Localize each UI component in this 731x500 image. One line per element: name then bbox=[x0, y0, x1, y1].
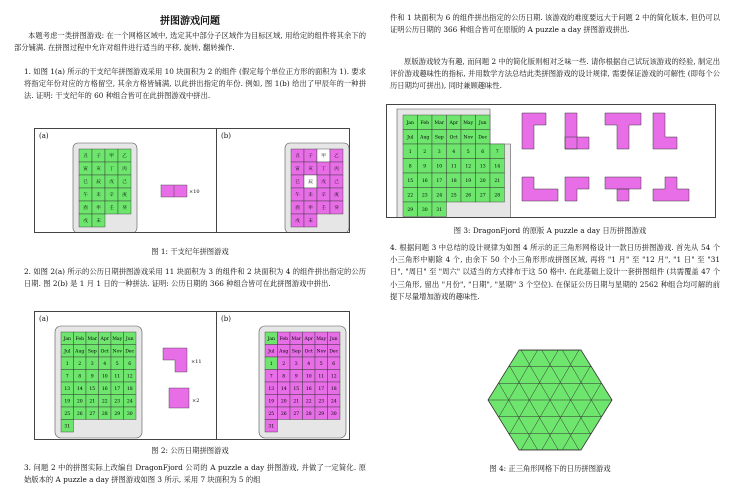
month-label: Apr bbox=[449, 120, 458, 126]
cell-label: 22 bbox=[305, 399, 312, 405]
month-label: Dec bbox=[478, 135, 488, 141]
grid-line-diagonal bbox=[450, 340, 463, 460]
day-label: 5 bbox=[466, 149, 470, 155]
cell-label: 28 bbox=[101, 411, 108, 417]
pentomino-piece bbox=[605, 113, 641, 149]
day-label: 2 bbox=[423, 149, 427, 155]
cell-label: 1 bbox=[269, 361, 273, 367]
grid-line-diagonal bbox=[450, 340, 463, 460]
month-label: Oct bbox=[449, 135, 458, 141]
fig4-hexagon-board bbox=[450, 340, 650, 460]
cell-label: 癸 bbox=[122, 206, 127, 212]
cell-label: 子 bbox=[308, 154, 313, 160]
cell-label: 30 bbox=[126, 411, 133, 417]
cell-label: 13 bbox=[268, 386, 275, 392]
fig3-caption: 图 3: DragonFjord 的原版 A puzzle a day 日历拼图游戏 bbox=[453, 226, 647, 235]
pentomino-piece bbox=[605, 177, 641, 201]
day-label: 15 bbox=[407, 178, 414, 184]
cell-label: 28 bbox=[305, 411, 312, 417]
cell-label: 酉 bbox=[83, 206, 88, 212]
cell-label: 17 bbox=[114, 386, 121, 392]
day-label: 27 bbox=[479, 193, 486, 199]
day-label: 29 bbox=[407, 207, 414, 213]
grid-line-diagonal bbox=[450, 340, 484, 460]
day-label: 21 bbox=[494, 178, 501, 184]
cell-label: 庚 bbox=[334, 193, 339, 199]
day-label: 4 bbox=[452, 149, 456, 155]
domino-multiplier: ×10 bbox=[189, 189, 200, 195]
l-tromino-piece bbox=[163, 348, 187, 372]
figure-1 bbox=[34, 128, 350, 233]
day-label: 10 bbox=[436, 164, 443, 170]
cell-label: 3 bbox=[294, 361, 298, 367]
cell-label: 己 bbox=[334, 180, 339, 186]
cell-label: 17 bbox=[318, 386, 325, 392]
day-label: 23 bbox=[421, 193, 428, 199]
cell-label: 丙 bbox=[122, 167, 127, 173]
fig1-label-a: (a) bbox=[39, 132, 49, 140]
cell-label: 16 bbox=[101, 386, 108, 392]
cell-label: Aug bbox=[75, 349, 85, 355]
day-label: 13 bbox=[479, 164, 486, 170]
cell-label: 辛 bbox=[321, 193, 326, 199]
cell-label: Feb bbox=[279, 336, 289, 342]
cell-label: 申 bbox=[96, 206, 101, 212]
cell-label: Jul bbox=[64, 349, 71, 355]
day-label: 31 bbox=[436, 207, 443, 213]
cell-label: 辛 bbox=[109, 193, 114, 199]
cell-label: 14 bbox=[76, 386, 83, 392]
cell-label: 12 bbox=[330, 374, 337, 380]
cell-label: 9 bbox=[294, 374, 298, 380]
cell-label: Jul bbox=[268, 349, 275, 355]
cell-label: 19 bbox=[64, 399, 71, 405]
cell-label: 20 bbox=[76, 399, 83, 405]
cell-label: Oct bbox=[304, 349, 313, 355]
intro-paragraph: 本题考虑一类拼图游戏: 在一个网格区域中, 选定其中部分子区域作为目标区域, 用给定的组件将其余下的部分铺满. 在拼图过程中允许对组件进行适当的平移, 旋转, 翻转操作. bbox=[14, 31, 366, 53]
fig2-label-a: (a) bbox=[39, 315, 49, 323]
square-tetromino-piece bbox=[169, 388, 189, 408]
fig2-caption: 图 2: 公历日期拼图游戏 bbox=[151, 446, 229, 455]
day-label: 16 bbox=[421, 178, 428, 184]
cell-label: 23 bbox=[318, 399, 325, 405]
day-label: 11 bbox=[450, 164, 457, 170]
pentomino-piece bbox=[565, 177, 589, 201]
cell-label: Nov bbox=[112, 349, 122, 355]
cell-label: 丑 bbox=[83, 154, 88, 160]
cell-label: 27 bbox=[293, 411, 300, 417]
cell-label: 癸 bbox=[334, 206, 339, 212]
cell-label: 丁 bbox=[321, 167, 326, 173]
day-label: 25 bbox=[450, 193, 457, 199]
day-label: 9 bbox=[423, 164, 427, 170]
cell-label: 14 bbox=[280, 386, 287, 392]
month-label: May bbox=[463, 120, 474, 126]
cell-label: 申 bbox=[308, 206, 313, 212]
cell-label: 末 bbox=[308, 219, 313, 225]
cell-label: 甲 bbox=[321, 154, 326, 160]
fig2b-board bbox=[217, 312, 349, 439]
cell-label: 6 bbox=[332, 361, 336, 367]
fig3-board bbox=[387, 105, 715, 217]
cell-label: Nov bbox=[316, 349, 326, 355]
cell-label: 未 bbox=[308, 193, 313, 199]
cell-label: 29 bbox=[114, 411, 121, 417]
month-label: Feb bbox=[420, 120, 430, 126]
month-label: Jul bbox=[407, 135, 414, 141]
cell-label: 戌 bbox=[295, 219, 300, 225]
cell-label: 巳 bbox=[83, 180, 88, 186]
day-label: 12 bbox=[465, 164, 472, 170]
question-3-paragraph-2: 原版游戏较为有趣, 而问题 2 中的简化版则相对乏味一些. 请你根据自己试玩该游戏的经验, 制定出评价游戏趣味性的指标, 并用数学方法总结此类拼图游戏的设计规律, 需要保证游戏的可解性 (即每个公历日期均可拼出), 同时兼顾趣味性. bbox=[390, 57, 720, 91]
cell-label: 甲 bbox=[109, 154, 114, 160]
cell-label: Apr bbox=[100, 336, 109, 342]
day-label: 7 bbox=[495, 149, 499, 155]
cell-label: 丑 bbox=[295, 154, 300, 160]
cell-label: 2 bbox=[282, 361, 286, 367]
cell-label: Sep bbox=[87, 349, 97, 355]
cell-label: 丙 bbox=[334, 167, 339, 173]
month-label: Nov bbox=[463, 135, 473, 141]
fig1a-board bbox=[35, 129, 215, 232]
day-label: 20 bbox=[479, 178, 486, 184]
cell-label: Jan bbox=[63, 336, 72, 342]
cell-label: Jan bbox=[267, 336, 276, 342]
cell-label: 11 bbox=[114, 374, 121, 380]
day-label: 28 bbox=[494, 193, 501, 199]
figure-3 bbox=[386, 104, 716, 218]
question-1: 1. 如图 1(a) 所示的干支纪年拼图游戏采用 10 块面积为 2 的组件 (假定每个单位正方形的面积为 1). 要求将指定年份对应的方格留空, 其余方格皆铺满, 以此拼出指定的年份. 例如, 图 1(b) 给出了甲辰年的一种拼法. 证明: 干支纪年的 60 种组合皆可在此拼图游戏中拼出. bbox=[24, 67, 366, 101]
cell-label: 4 bbox=[103, 361, 107, 367]
cell-label: Apr bbox=[304, 336, 313, 342]
cell-label: 辰 bbox=[96, 180, 101, 186]
cell-label: 寅 bbox=[295, 167, 300, 173]
day-label: 26 bbox=[465, 193, 472, 199]
cell-label: Sep bbox=[291, 349, 301, 355]
question-4: 4. 根据问题 3 中总结的设计规律为如图 4 所示的正三角形网格设计一款日历拼图游戏. 首先从 54 个小三角形中剔除 4 个, 由余下 50 个小三角形形成拼图区域, 再将 "1 月" 至 "12 月", "1 日" 至 "31 日", "周日" 至 "周六" 以适当的方式排布于这 50 格中. 在此基础上设计一套拼图组件 (共需覆盖 47 个小三角形, 留出 "月份", "日期", "星期" 3 个空位). 在保证公历日期与星期的 2562 种组合均可解的前提下尽量增加游戏的趣味性. bbox=[390, 243, 720, 301]
cell-label: 5 bbox=[319, 361, 323, 367]
cell-label: 戊 bbox=[109, 180, 114, 186]
cell-label: 23 bbox=[114, 399, 121, 405]
fig1-caption: 图 1: 干支纪年拼图游戏 bbox=[151, 247, 229, 256]
day-label: 24 bbox=[436, 193, 443, 199]
cell-label: 16 bbox=[305, 386, 312, 392]
cell-label: 寅 bbox=[83, 167, 88, 173]
cell-label: 庚 bbox=[122, 193, 127, 199]
tromino-multiplier: ×11 bbox=[191, 359, 202, 365]
cell-label: 31 bbox=[268, 424, 275, 430]
cell-label: 亥 bbox=[308, 167, 313, 173]
cell-label: 巳 bbox=[295, 180, 300, 186]
cell-label: 2 bbox=[78, 361, 82, 367]
cell-label: 31 bbox=[64, 424, 71, 430]
cell-label: Dec bbox=[125, 349, 135, 355]
pentomino-piece bbox=[522, 113, 546, 149]
day-label: 6 bbox=[481, 149, 485, 155]
day-label: 3 bbox=[437, 149, 441, 155]
cell-label: 8 bbox=[282, 374, 286, 380]
month-label: Mar bbox=[434, 120, 445, 126]
cell-label: 亥 bbox=[96, 167, 101, 173]
cell-label: 13 bbox=[64, 386, 71, 392]
day-label: 18 bbox=[450, 178, 457, 184]
fig2a-board bbox=[35, 312, 215, 439]
cell-label: Oct bbox=[100, 349, 109, 355]
cell-label: 22 bbox=[101, 399, 108, 405]
month-label: Sep bbox=[434, 135, 444, 141]
cell-label: 12 bbox=[126, 374, 133, 380]
cell-label: May bbox=[112, 336, 123, 342]
cell-label: 9 bbox=[90, 374, 94, 380]
cell-label: 末 bbox=[96, 219, 101, 225]
cell-label: May bbox=[316, 336, 327, 342]
fig1b-board bbox=[217, 129, 349, 232]
cell-label: 30 bbox=[330, 411, 337, 417]
pentomino-piece bbox=[522, 177, 558, 201]
cell-label: 8 bbox=[78, 374, 82, 380]
cell-label: 26 bbox=[76, 411, 83, 417]
cell-label: 7 bbox=[269, 374, 273, 380]
cell-label: 15 bbox=[293, 386, 300, 392]
cell-label: Jun bbox=[329, 336, 338, 342]
cell-label: Feb bbox=[75, 336, 85, 342]
cell-label: 10 bbox=[305, 374, 312, 380]
pentomino-piece bbox=[653, 113, 677, 149]
cell-label: 子 bbox=[96, 154, 101, 160]
day-label: 8 bbox=[408, 164, 412, 170]
cell-label: 25 bbox=[64, 411, 71, 417]
page-title: 拼图游戏问题 bbox=[160, 16, 220, 27]
cell-label: 18 bbox=[330, 386, 337, 392]
pentomino-piece bbox=[653, 177, 689, 201]
day-label: 14 bbox=[494, 164, 501, 170]
grid-line-diagonal bbox=[637, 340, 650, 460]
day-label: 30 bbox=[421, 207, 428, 213]
question-3: 3. 问题 2 中的拼图实际上改编自 DragonFjord 公司的 A puzzle a day 拼图游戏, 并做了一定简化. 原始版本的 A puzzle a day 拼图游戏如图 3 所示, 采用 7 块面积为 5 的组 bbox=[24, 463, 366, 485]
cell-label: 5 bbox=[115, 361, 119, 367]
cell-label: 24 bbox=[330, 399, 337, 405]
month-label: Jan bbox=[406, 120, 415, 126]
cell-label: Aug bbox=[279, 349, 289, 355]
cell-label: 午 bbox=[83, 193, 88, 199]
figure-2 bbox=[34, 311, 350, 440]
cell-label: 戌 bbox=[83, 219, 88, 225]
cell-label: 7 bbox=[65, 374, 69, 380]
cell-label: 24 bbox=[126, 399, 133, 405]
fig2-label-b: (b) bbox=[221, 315, 231, 323]
cell-label: 4 bbox=[307, 361, 311, 367]
cell-label: 6 bbox=[128, 361, 132, 367]
cell-label: 己 bbox=[122, 180, 127, 186]
cell-label: Jun bbox=[125, 336, 134, 342]
question-3-continued: 件和 1 块面积为 6 的组件拼出指定的公历日期. 该游戏的难度要远大于问题 2 中的简化版本, 但仍可以证明公历日期的 366 种组合皆可在原版的 A puzzle a day 拼图游戏拼出. bbox=[390, 13, 720, 35]
day-label: 19 bbox=[465, 178, 472, 184]
cell-label: 18 bbox=[126, 386, 133, 392]
day-label: 17 bbox=[436, 178, 443, 184]
fig4-caption: 图 4: 正三角形网格下的日历拼图游戏 bbox=[489, 464, 611, 473]
cell-label: 21 bbox=[89, 399, 96, 405]
cell-label: 乙 bbox=[334, 154, 339, 160]
cell-label: 辰 bbox=[308, 180, 313, 186]
day-label: 22 bbox=[407, 193, 414, 199]
cell-label: 未 bbox=[96, 193, 101, 199]
pentomino-piece bbox=[565, 113, 589, 149]
month-label: Aug bbox=[420, 135, 430, 141]
cell-label: 26 bbox=[280, 411, 287, 417]
cell-label: 19 bbox=[268, 399, 275, 405]
cell-label: 壬 bbox=[109, 206, 114, 212]
grid-line-diagonal bbox=[637, 340, 650, 460]
grid-line-diagonal bbox=[616, 340, 650, 460]
cell-label: Dec bbox=[329, 349, 339, 355]
cell-label: 3 bbox=[90, 361, 94, 367]
cell-label: 午 bbox=[295, 193, 300, 199]
cell-label: 酉 bbox=[295, 206, 300, 212]
cell-label: 戊 bbox=[321, 180, 326, 186]
cell-label: 壬 bbox=[321, 206, 326, 212]
cell-label: 29 bbox=[318, 411, 325, 417]
cell-label: 25 bbox=[268, 411, 275, 417]
question-2: 2. 如图 2(a) 所示的公历日期拼图游戏采用 11 块面积为 3 的组件和 2 块面积为 4 的组件拼出指定的公历日期. 图 2(b) 是 1 月 1 日的一种拼法. 证明: 公历日期的 366 种组合皆可在此拼图游戏中拼出. bbox=[24, 267, 366, 289]
tetromino-multiplier: ×2 bbox=[192, 398, 200, 404]
cell-label: 15 bbox=[89, 386, 96, 392]
cell-label: 21 bbox=[293, 399, 300, 405]
grid-line-diagonal bbox=[450, 340, 484, 460]
cell-label: 10 bbox=[101, 374, 108, 380]
cell-label: Mar bbox=[291, 336, 302, 342]
month-label: Jun bbox=[478, 120, 487, 126]
cell-label: 11 bbox=[318, 374, 325, 380]
cell-label: Mar bbox=[87, 336, 98, 342]
cell-label: 27 bbox=[89, 411, 96, 417]
day-label: 1 bbox=[408, 149, 412, 155]
cell-label: 丁 bbox=[109, 167, 114, 173]
grid-line-diagonal bbox=[616, 340, 650, 460]
cell-label: 1 bbox=[65, 361, 69, 367]
cell-label: 乙 bbox=[122, 154, 127, 160]
fig1-label-b: (b) bbox=[221, 132, 231, 140]
cell-label: 20 bbox=[280, 399, 287, 405]
